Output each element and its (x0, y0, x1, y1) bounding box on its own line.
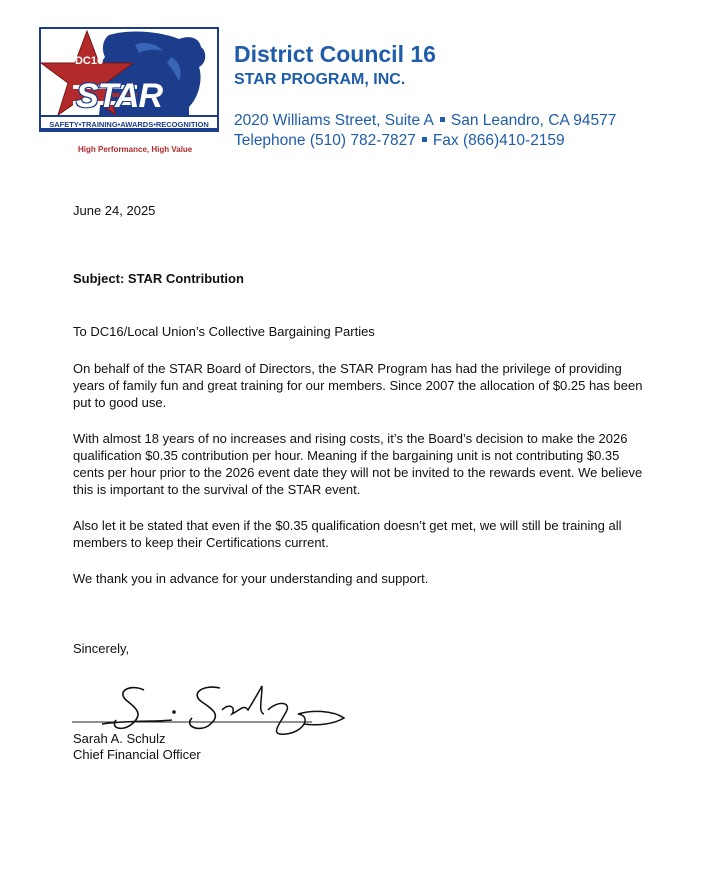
paragraph-3: Also let it be stated that even if the $0.35 qualification doesn’t get met, we will still be training all members to keep their Certifications current. (73, 518, 622, 550)
address-line (234, 112, 616, 130)
org-subtitle: STAR PROGRAM, INC. (234, 71, 406, 88)
logo-badge-text: DC16 (74, 55, 104, 67)
logo-tagline: High Performance, High Value (78, 145, 193, 154)
signer-name: Sarah A. Schulz (73, 731, 166, 746)
paragraph-1: On behalf of the STAR Board of Directors, the STAR Program has had the privilege of providing years of family fun and great training for our members. Since 2007 the allocation of $0.25 has been put to good use. (73, 361, 643, 410)
paragraph-2: With almost 18 years of no increases and rising costs, it’s the Board’s decision to make the 2026 qualification $0.35 contribution per hour. Meaning if the bargaining unit is not contributing $0.35 cents per hour prior to the 2026 event date they will not be invited to the rewards event. We believe this is important to the survival of the STAR event. (73, 431, 643, 497)
letter-closing: Sincerely, (73, 641, 130, 656)
address-street: 2020 Williams Street, Suite A (234, 112, 434, 129)
bullet-separator-icon (440, 117, 445, 122)
contact-line (234, 132, 565, 150)
address-city: San Leandro, CA 94577 (450, 112, 617, 129)
signer-title: Chief Financial Officer (73, 747, 201, 762)
telephone: Telephone (510) 782-7827 (234, 132, 416, 149)
fax: Fax (866)410-2159 (432, 132, 565, 149)
logo-band-text: SAFETY•TRAINING•AWARDS•RECOGNITION (39, 115, 219, 130)
letter-subject: Subject: STAR Contribution (73, 271, 244, 286)
org-title: District Council 16 (234, 41, 436, 67)
bullet-separator-icon (422, 137, 427, 142)
letter-date: June 24, 2025 (73, 203, 156, 218)
star-logo (39, 27, 219, 132)
paragraph-4: We thank you in advance for your understanding and support. (73, 571, 429, 586)
logo-wordmark: STAR (76, 77, 163, 115)
letter-salutation: To DC16/Local Union’s Collective Bargaining Parties (73, 324, 375, 339)
